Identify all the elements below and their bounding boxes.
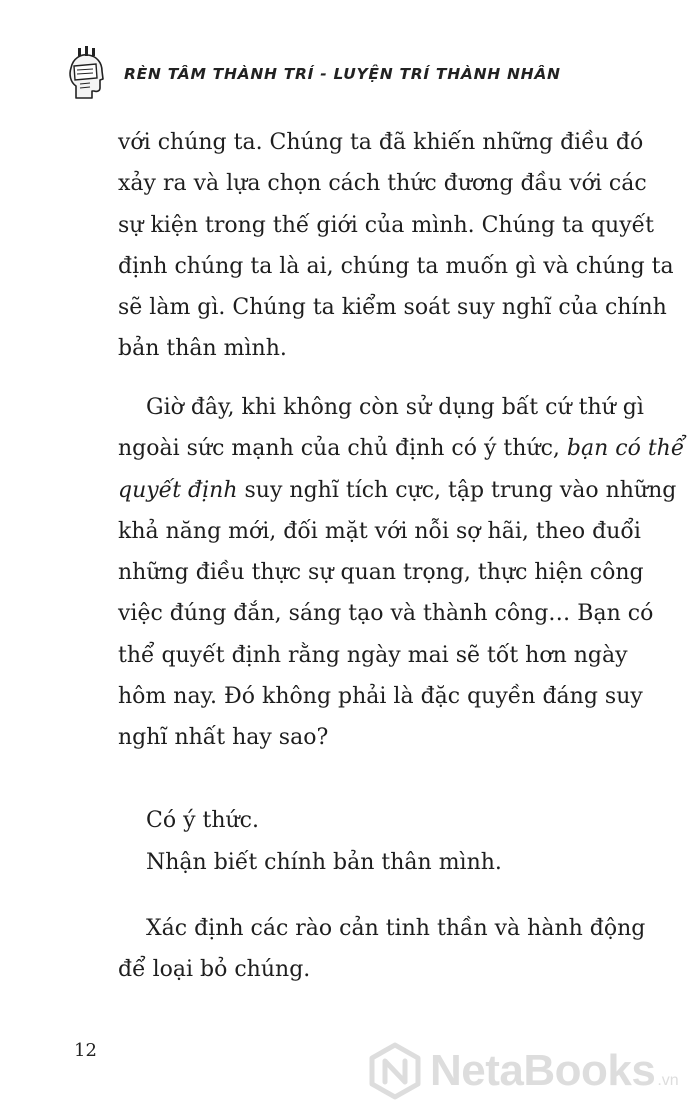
text-line: xảy ra và lựa chọn cách thức đương đầu với các	[118, 171, 647, 197]
text-line: Xác định các rào cản tinh thần và hành động	[146, 916, 646, 941]
netabooks-logo-icon	[366, 1042, 424, 1100]
text-line: hôm nay. Đó không phải là đặc quyền đáng suy	[118, 684, 643, 710]
page-number: 12	[74, 1040, 97, 1061]
watermark-suffix: .vn	[657, 1072, 679, 1089]
text-line: định chúng ta là ai, chúng ta muốn gì và chúng ta	[118, 253, 674, 279]
book-title: RÈN TÂM THÀNH TRÍ - LUYỆN TRÍ THÀNH NHÂN	[124, 65, 561, 83]
text-line: khả năng mới, đối mặt với nỗi sợ hãi, theo đuổi	[118, 518, 641, 544]
text-line: những điều thực sự quan trọng, thực hiện công	[118, 560, 644, 586]
text-line: Nhận biết chính bản thân mình.	[146, 850, 502, 875]
text-line: thể quyết định rằng ngày mai sẽ tốt hơn ngày	[118, 642, 628, 668]
paragraph-2	[118, 387, 685, 759]
text-line: sẽ làm gì. Chúng ta kiểm soát suy nghĩ của chính	[118, 295, 667, 321]
line-text: suy nghĩ tích cực, tập trung vào những	[244, 477, 677, 503]
head-book-icon	[66, 46, 106, 102]
paragraph-5	[118, 908, 646, 991]
running-header	[66, 46, 561, 102]
text-line: Giờ đây, khi không còn sử dụng bất cứ thứ gì	[146, 395, 644, 420]
text-line: để loại bỏ chúng.	[118, 957, 311, 983]
line-text: ngoài sức mạnh của chủ định có ý thức,	[118, 436, 560, 462]
netabooks-watermark	[366, 1042, 679, 1100]
text-line: Có ý thức.	[146, 808, 259, 833]
text-line: với chúng ta. Chúng ta đã khiến những điều đó	[118, 130, 644, 155]
watermark-text: NetaBooks	[430, 1046, 656, 1095]
text-line: nghĩ nhất hay sao?	[118, 725, 329, 751]
text-line	[118, 428, 685, 469]
emphasis-text: bạn có thể	[566, 436, 685, 462]
paragraph-3	[118, 800, 618, 841]
text-line: bản thân mình.	[118, 336, 287, 362]
emphasis-text: quyết định	[118, 477, 238, 503]
paragraph-1	[118, 122, 674, 370]
paragraph-4	[118, 842, 618, 883]
text-line: sự kiện trong thế giới của mình. Chúng ta quyết	[118, 212, 655, 238]
text-line: việc đúng đắn, sáng tạo và thành công… Bạn có	[118, 601, 654, 627]
text-line	[118, 470, 677, 511]
